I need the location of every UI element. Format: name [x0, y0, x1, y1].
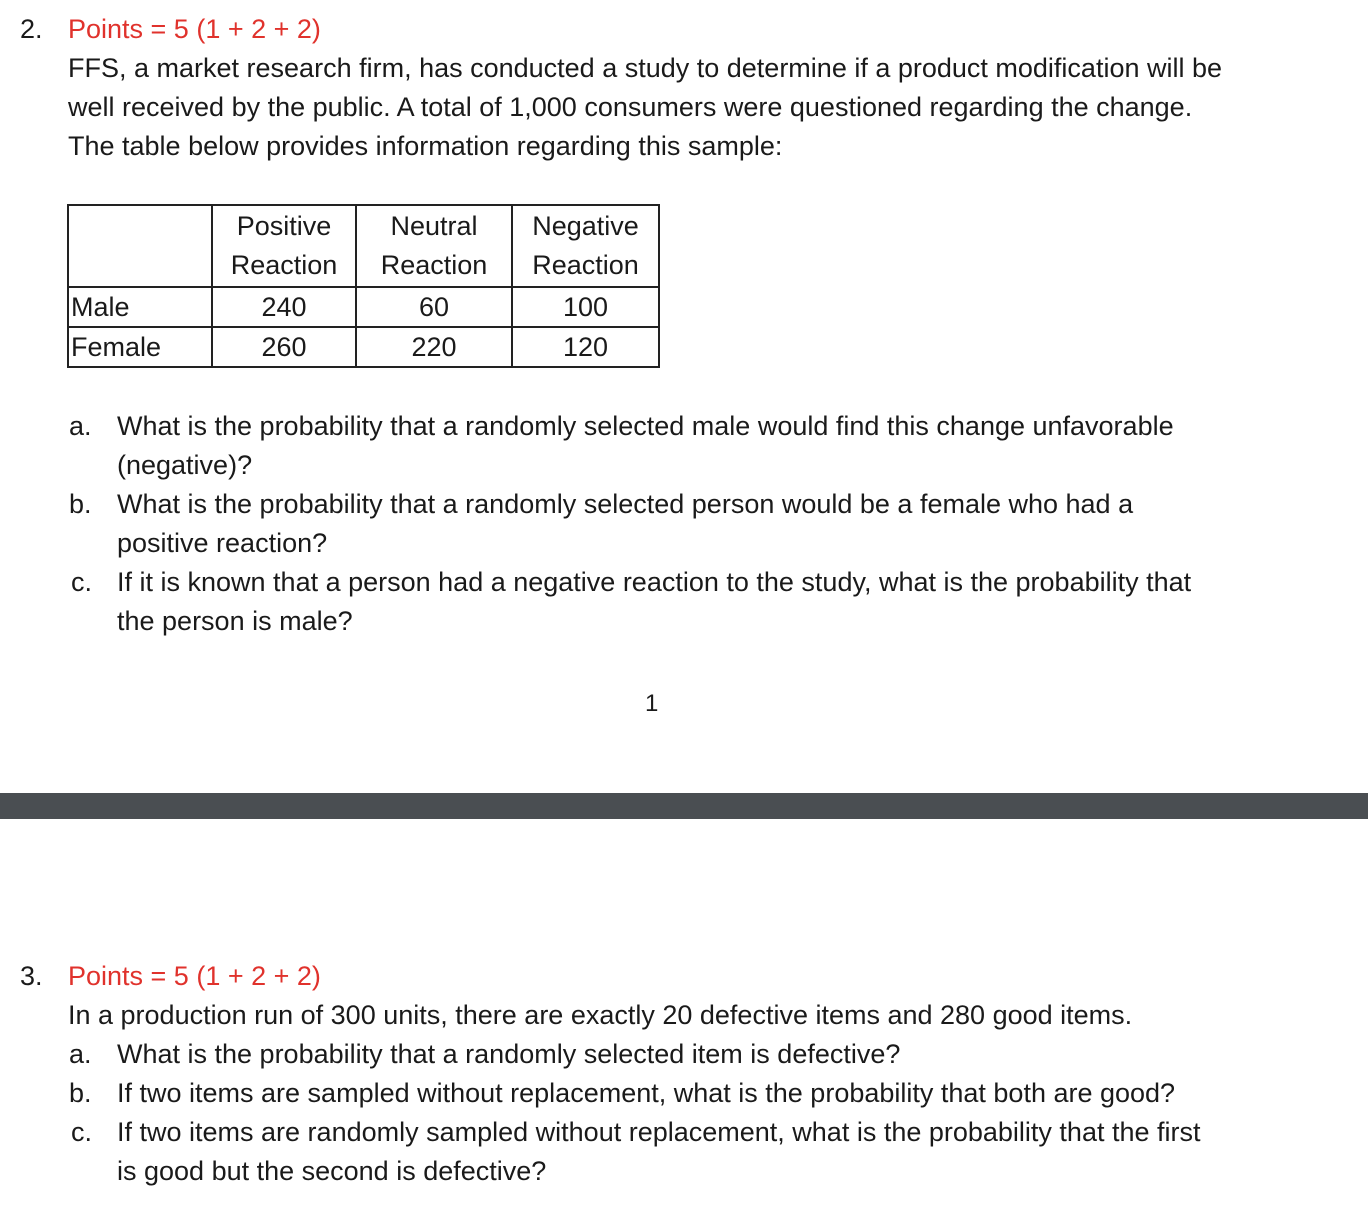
table-row: [68, 327, 659, 367]
header-line: Reaction: [380, 250, 488, 280]
q2-number: 2.: [20, 14, 43, 44]
header-negative-reaction: [512, 205, 659, 287]
table-cell: 100: [512, 287, 659, 327]
table-cell: 260: [212, 327, 356, 367]
header-neutral-reaction: [356, 205, 512, 287]
header-line: Negative: [532, 211, 639, 241]
q2-part-b-letter: b.: [69, 489, 92, 519]
header-line: Reaction: [230, 250, 338, 280]
row-label-male: Male: [68, 287, 212, 327]
table-corner-cell: [68, 205, 212, 287]
q2-intro-line-3: The table below provides information regarding this sample:: [68, 131, 783, 161]
header-line: Positive: [236, 211, 332, 241]
q2-part-a-letter: a.: [69, 411, 92, 441]
q2-part-b-line-2: positive reaction?: [117, 528, 328, 558]
q2-intro-line-2: well received by the public. A total of 1,000 consumers were questioned regarding the change.: [68, 92, 1193, 122]
q3-part-c-line-2: is good but the second is defective?: [117, 1156, 547, 1186]
row-label-female: Female: [68, 327, 212, 367]
q3-points: Points = 5 (1 + 2 + 2): [68, 961, 321, 991]
table-header-row: [68, 205, 659, 287]
header-line: Neutral: [390, 211, 478, 241]
q3-intro: In a production run of 300 units, there are exactly 20 defective items and 280 good items.: [68, 1000, 1133, 1030]
page-divider: [0, 793, 1368, 819]
q3-part-c-letter: c.: [71, 1117, 93, 1147]
q2-points: Points = 5 (1 + 2 + 2): [68, 14, 321, 44]
table-cell: 240: [212, 287, 356, 327]
q2-part-a-line-1: What is the probability that a randomly selected male would find this change unfavorable: [117, 411, 1174, 441]
table-row: [68, 287, 659, 327]
table-cell: 60: [356, 287, 512, 327]
q2-part-c-letter: c.: [71, 567, 93, 597]
q3-number: 3.: [20, 961, 43, 991]
page-number: 1: [645, 690, 659, 717]
q2-part-a-line-2: (negative)?: [117, 450, 253, 480]
q2-intro-line-1: FFS, a market research firm, has conducted a study to determine if a product modification will be: [68, 53, 1223, 83]
q2-part-c-line-1: If it is known that a person had a negative reaction to the study, what is the probability that: [117, 567, 1192, 597]
q3-part-b-line-1: If two items are sampled without replacement, what is the probability that both are good?: [117, 1078, 1176, 1108]
q2-part-b-line-1: What is the probability that a randomly selected person would be a female who had a: [117, 489, 1134, 519]
q3-part-a-line-1: What is the probability that a randomly selected item is defective?: [117, 1039, 901, 1069]
header-positive-reaction: [212, 205, 356, 287]
q2-part-c-line-2: the person is male?: [117, 606, 353, 636]
table-cell: 220: [356, 327, 512, 367]
table-cell: 120: [512, 327, 659, 367]
q3-part-c-line-1: If two items are randomly sampled without replacement, what is the probability that the first: [117, 1117, 1201, 1147]
header-line: Reaction: [532, 250, 639, 280]
q3-part-b-letter: b.: [69, 1078, 92, 1108]
sample-table: [67, 204, 660, 368]
q3-part-a-letter: a.: [69, 1039, 92, 1069]
